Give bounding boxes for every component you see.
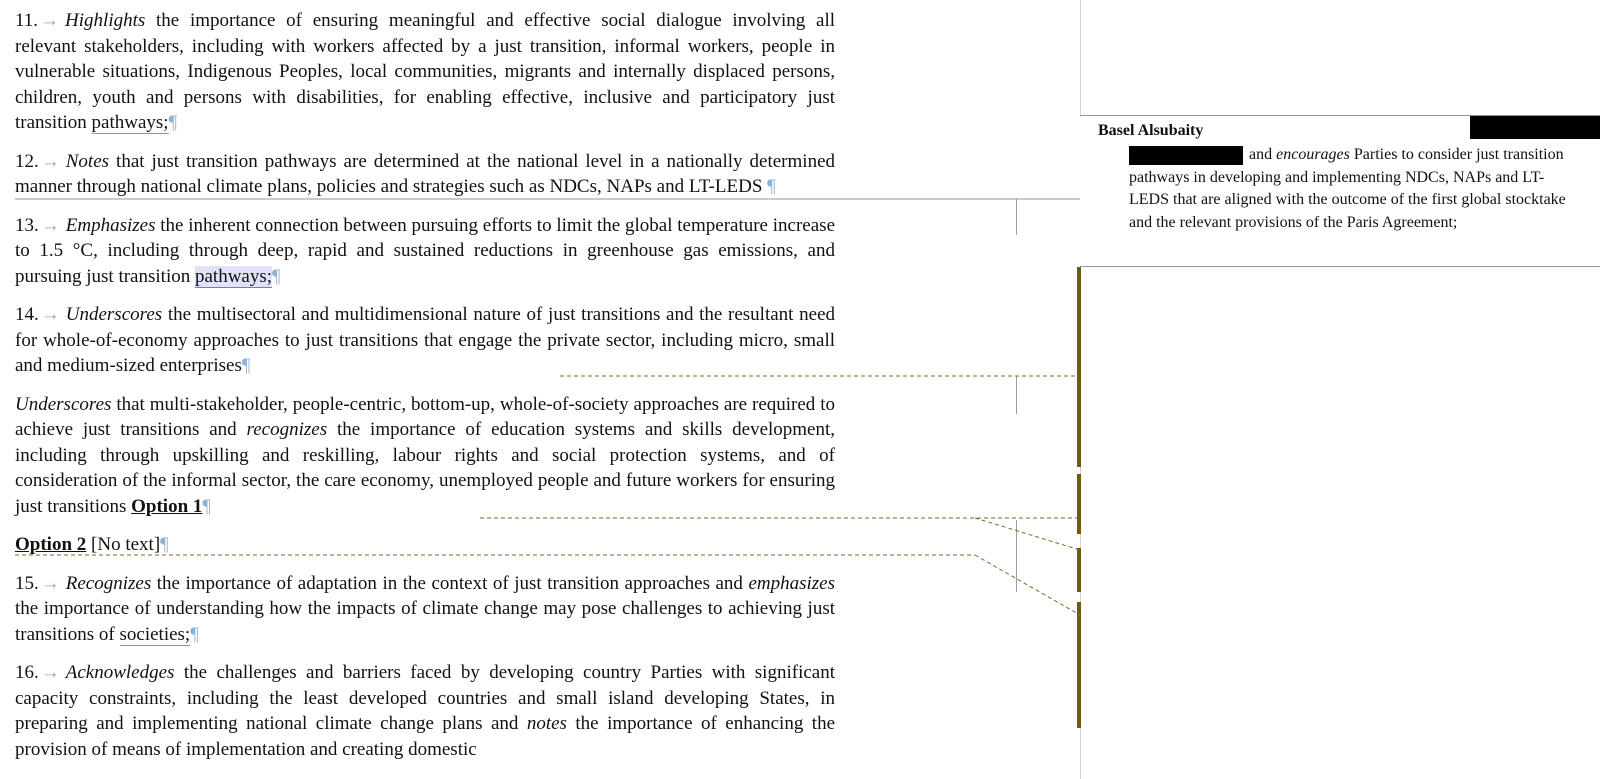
paragraph-option-2[interactable]	[15, 532, 835, 558]
comment-balloon[interactable]	[1080, 115, 1600, 267]
paragraph-14[interactable]	[15, 302, 835, 379]
option-label: Option 1	[131, 495, 203, 517]
paragraph-text: the importance of ensuring meaningful and effective social dialogue involving all relevant stakeholders, including with workers affected by a just transition, informal workers, people in vulnerable situations, Indigenous Peoples, local communities, migrants and internally displaced persons, children, youth and persons with disabilities, for enabling effective, inclusive and participatory just transition	[15, 10, 835, 133]
operative-verb: notes	[526, 713, 567, 734]
paragraph-text: that just transition pathways are determined at the national level in a nationally determined manner through national climate plans, policies and strategies such as NDCs, NAPs and LT-LEDS	[15, 150, 835, 197]
margin-tick	[1016, 520, 1017, 592]
tracked-text: societies;	[119, 623, 191, 645]
paragraph-11[interactable]	[15, 8, 835, 136]
redaction-block	[1470, 116, 1600, 139]
pilcrow-icon: ¶	[202, 495, 212, 517]
comment-text: Parties to consider just transition pathways in developing and implementing NDCs, NAPs and LT-LEDS that are aligned with the outcome of the first global stocktake and the relevant provisions of the Paris Agreement;	[1129, 146, 1566, 231]
change-bar	[1077, 548, 1081, 592]
paragraph-text: the importance of enhancing the provision of means of implementation and creating domestic	[15, 713, 836, 760]
tab-arrow-icon: →	[40, 304, 60, 325]
operative-verb: Emphasizes	[65, 214, 156, 236]
paragraph-13[interactable]	[15, 213, 835, 290]
paragraph-number: 14.	[15, 304, 39, 325]
paragraph-number: 15.	[15, 572, 39, 594]
paragraph-text: the challenges and barriers faced by developing country Parties with significant capacity constraints, including the least developed countries and small island developing States, in preparing and implementing national climate change plans and	[15, 662, 835, 734]
tab-arrow-icon: →	[40, 150, 60, 172]
comment-author: Basel Alsubaity	[1098, 122, 1204, 139]
operative-verb: Recognizes	[65, 572, 152, 594]
comment-verb: encourages	[1276, 146, 1350, 163]
operative-verb: Underscores	[15, 393, 112, 415]
highlighted-text: pathways;	[194, 265, 273, 287]
change-bar	[1077, 474, 1081, 534]
tab-arrow-icon: →	[40, 10, 60, 31]
redaction-block	[1129, 146, 1243, 165]
markup-connector	[975, 555, 1080, 615]
pilcrow-icon: ¶	[767, 176, 776, 197]
document-body[interactable]	[15, 8, 835, 775]
comment-text-start: and	[1249, 146, 1273, 163]
operative-verb: recognizes	[246, 419, 328, 440]
pilcrow-icon: ¶	[168, 112, 178, 133]
operative-verb: Underscores	[65, 304, 163, 325]
paragraph-15[interactable]	[15, 571, 835, 648]
change-bar	[1077, 602, 1081, 728]
paragraph-text: the inherent connection between pursuing efforts to limit the global temperature increase to 1.5 °C, including through deep, rapid and sustained reductions in greenhouse gas emissions, and pursuing just transition	[15, 214, 835, 287]
pilcrow-icon: ¶	[241, 355, 251, 376]
tab-arrow-icon: →	[40, 214, 60, 236]
margin-tick	[1016, 199, 1017, 235]
paragraph-text: that multi-stakeholder, people-centric, bottom-up, whole-of-society approaches are required to achieve just transitions and	[15, 393, 836, 440]
paragraph-text: the importance of education systems and skills development, including through upskilling and reskilling, labour rights and social protection systems, and of consideration of the informal sector, the care economy, unemployed people and future workers for ensuring just transitions	[15, 419, 836, 517]
comment-body[interactable]	[1129, 144, 1574, 234]
margin-tick	[1016, 376, 1017, 414]
paragraph-text: [No text]	[91, 534, 161, 555]
change-bar	[1077, 267, 1081, 467]
tracked-text: pathways;	[91, 112, 169, 133]
paragraph-number: 13.	[15, 214, 39, 236]
tab-arrow-icon: →	[40, 662, 60, 683]
paragraph-16[interactable]	[15, 660, 835, 762]
paragraph-number: 11.	[15, 10, 39, 31]
paragraph-number: 12.	[15, 150, 39, 172]
pilcrow-icon: ¶	[190, 623, 199, 645]
tab-arrow-icon: →	[40, 572, 60, 594]
paragraph-text: the importance of adaptation in the context of just transition approaches and	[156, 572, 743, 594]
paragraph-14-option-1[interactable]	[15, 392, 835, 520]
paragraph-12[interactable]	[15, 149, 835, 200]
operative-verb: Highlights	[65, 10, 146, 31]
pilcrow-icon: ¶	[272, 265, 281, 287]
operative-verb: Notes	[65, 150, 110, 172]
paragraph-number: 16.	[15, 662, 39, 683]
markup-connector	[975, 518, 1080, 550]
option-label: Option 2	[15, 534, 87, 555]
operative-verb: emphasizes	[748, 572, 835, 594]
paragraph-text: the importance of understanding how the impacts of climate change may pose challenges to achieving just transitions of	[15, 598, 835, 645]
paragraph-text: the multisectoral and multidimensional nature of just transitions and the resultant need for whole-of-economy approaches to just transitions that engage the private sector, including micro, small and medium-sized enterprises	[15, 304, 835, 376]
pilcrow-icon: ¶	[160, 534, 169, 555]
operative-verb: Acknowledges	[65, 662, 175, 683]
